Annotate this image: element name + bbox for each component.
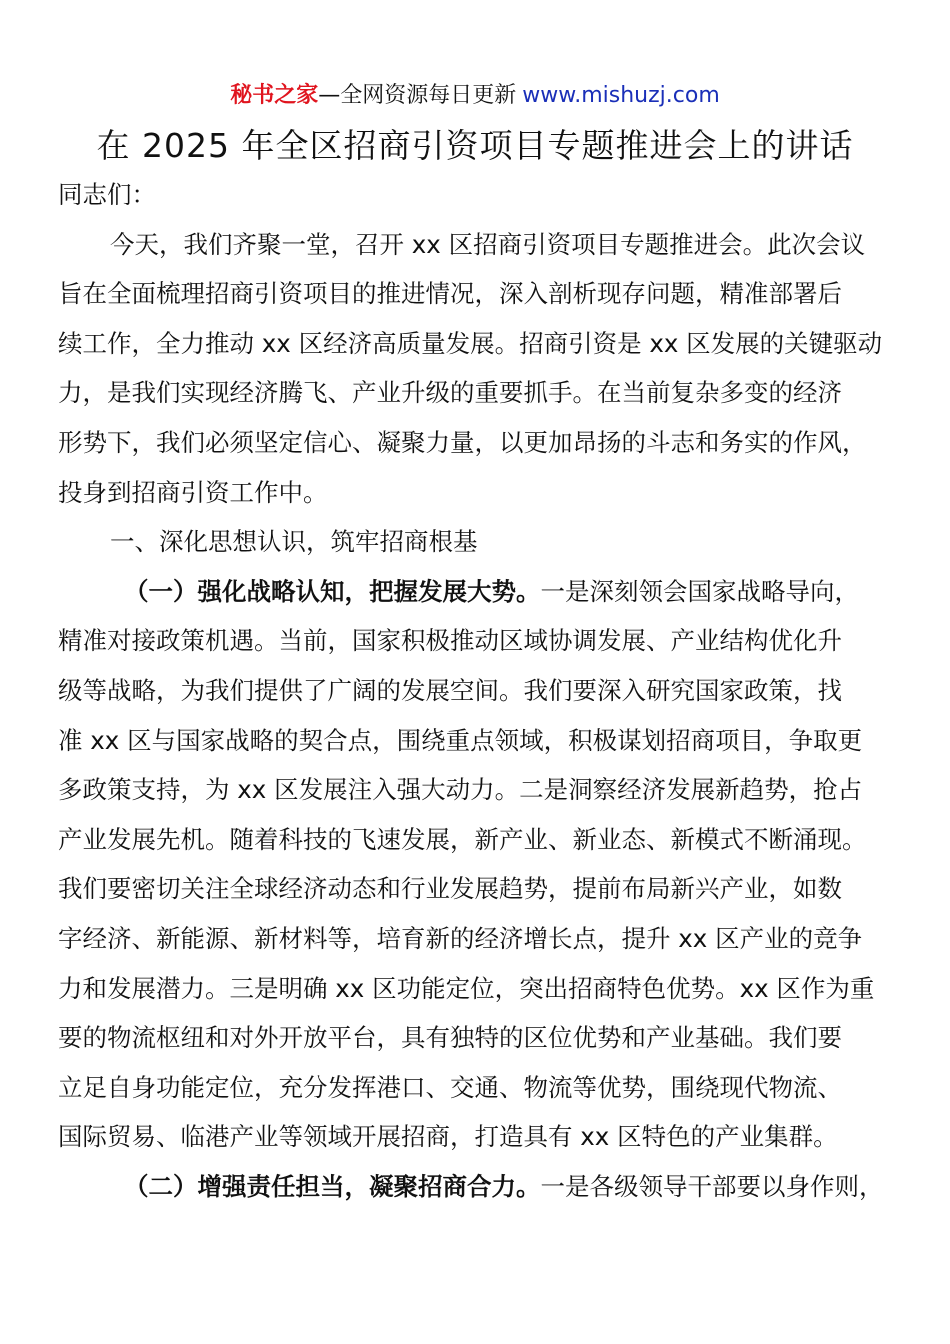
salutation: 同志们：: [58, 180, 156, 209]
paragraph-line: 形势下，我们必须坚定信心、凝聚力量，以更加昂扬的斗志和务实的作风，: [58, 427, 867, 457]
page-title: 在 2025 年全区招商引资项目专题推进会上的讲话: [96, 126, 854, 165]
paragraph-line: 旨在全面梳理招商引资项目的推进情况，深入剖析现存问题，精准部署后: [58, 279, 842, 309]
paragraph-line: 力，是我们实现经济腾飞、产业升级的重要抓手。在当前复杂多变的经济: [58, 378, 842, 408]
paragraph-line: 续工作，全力推动 xx 区经济高质量发展。招商引资是 xx 区发展的关键驱动: [58, 328, 883, 358]
paragraph-line: 国际贸易、临港产业等领域开展招商，打造具有 xx 区特色的产业集群。: [58, 1122, 838, 1152]
paragraph-line: 立足自身功能定位，充分发挥港口、交通、物流等优势，围绕现代物流、: [58, 1072, 842, 1102]
paragraph-line: 级等战略，为我们提供了广阔的发展空间。我们要深入研究国家政策，找: [58, 675, 842, 705]
paragraph-line: 投身到招商引资工作中。: [58, 477, 328, 507]
paragraph-line: [58, 1162, 894, 1212]
site-url-link[interactable]: www.mishuzj.com: [522, 83, 720, 108]
paragraph-line: 力和发展潜力。三是明确 xx 区功能定位，突出招商特色优势。xx 区作为重: [58, 973, 875, 1003]
paragraph-line: 多政策支持，为 xx 区发展注入强大动力。二是洞察经济发展新趋势，抢占: [58, 775, 863, 805]
brand-name: 秘书之家: [230, 83, 319, 108]
paragraph-line: 准 xx 区与国家战略的契合点，围绕重点领域，积极谋划招商项目，争取更: [58, 725, 863, 755]
header-tagline: —全网资源每日更新: [318, 83, 517, 108]
paragraph-line: 产业发展先机。随着科技的飞速发展，新产业、新业态、新模式不断涌现。: [58, 824, 867, 854]
paragraph-line: [58, 567, 894, 617]
document-body: [58, 170, 894, 1211]
paragraph-line: 要的物流枢纽和对外开放平台，具有独特的区位优势和产业基础。我们要: [58, 1023, 842, 1053]
paragraph-line: 字经济、新能源、新材料等，培育新的经济增长点，提升 xx 区产业的竞争: [58, 923, 863, 953]
paragraph-line: 精准对接政策机遇。当前，国家积极推动区域协调发展、产业结构优化升: [58, 626, 842, 656]
section-heading: 一、深化思想认识，筑牢招商根基: [110, 527, 478, 557]
paragraph-text: 一是各级领导干部要以身作则，: [540, 1171, 884, 1201]
subsection-heading: （二）增强责任担当，凝聚招商合力。: [124, 1171, 541, 1201]
paragraph-line: 今天，我们齐聚一堂，召开 xx 区招商引资项目专题推进会。此次会议: [110, 229, 866, 259]
paragraph-text: 一是深刻领会国家战略导向，: [540, 576, 859, 606]
site-header: [0, 80, 950, 112]
subsection-heading: （一）强化战略认知，把握发展大势。: [124, 576, 541, 606]
paragraph-line: 我们要密切关注全球经济动态和行业发展趋势，提前布局新兴产业，如数: [58, 874, 842, 904]
